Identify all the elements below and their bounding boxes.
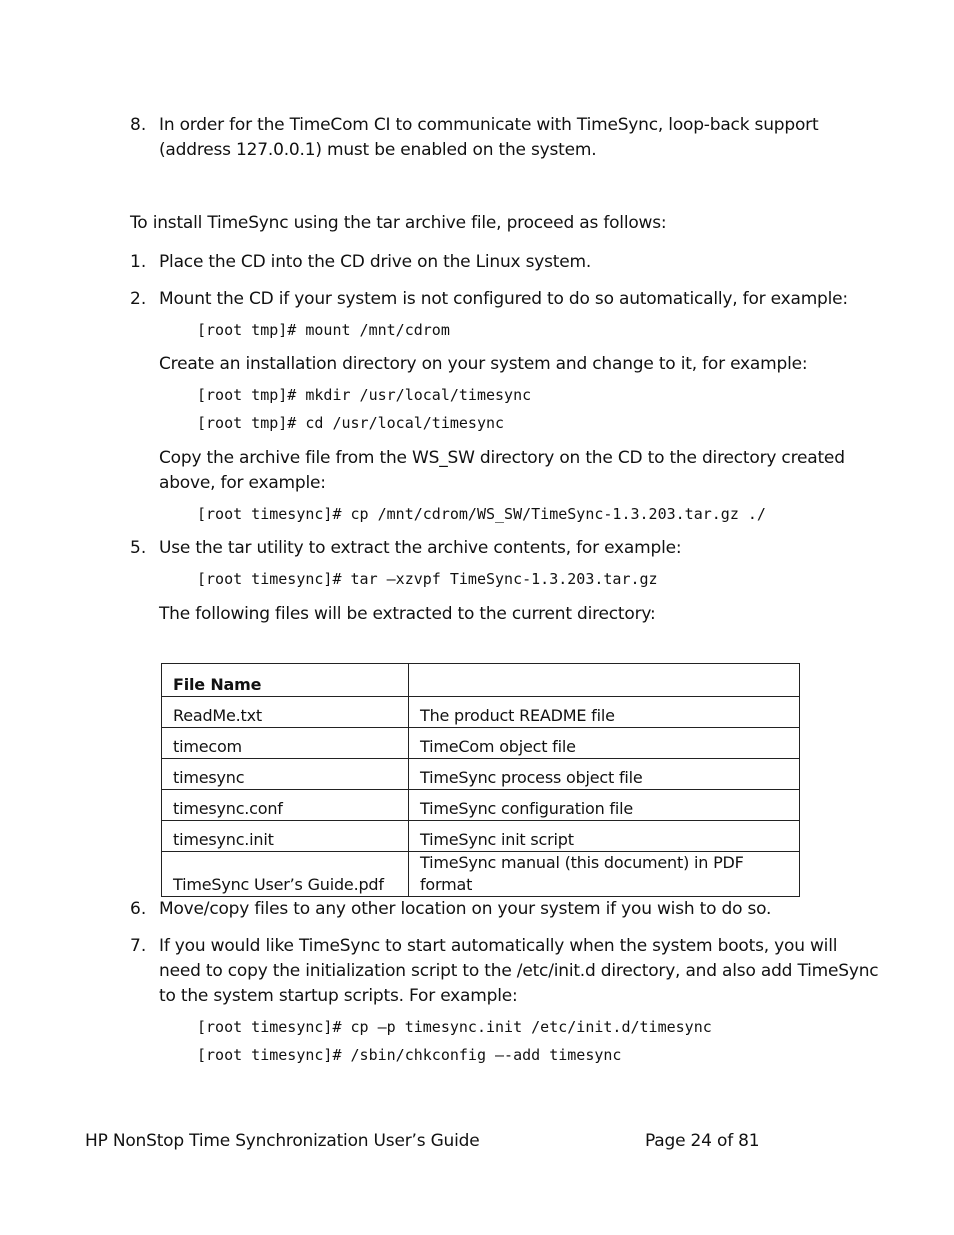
table-header-row (162, 664, 800, 697)
extracted-files-table (161, 663, 800, 897)
table-cell-file: ReadMe.txt (162, 697, 409, 728)
table-cell-file: timecom (162, 728, 409, 759)
table-cell-file: timesync.conf (162, 790, 409, 821)
table-row (162, 790, 800, 821)
step-5-number: 5. (130, 538, 147, 558)
footer-page-number: Page 24 of 81 (645, 1131, 760, 1151)
table-row (162, 759, 800, 790)
step-6-text: Move/copy files to any other location on your system if you wish to do so. (159, 899, 772, 919)
table-cell-description: TimeSync process object file (409, 759, 800, 790)
step-6-number: 6. (130, 899, 147, 919)
table-cell-file: timesync (162, 759, 409, 790)
table-cell-description: TimeSync init script (409, 821, 800, 852)
table-row (162, 852, 800, 897)
step-1-number: 1. (130, 252, 147, 272)
table-cell-file: timesync.init (162, 821, 409, 852)
step-1-text: Place the CD into the CD drive on the Linux system. (159, 252, 592, 272)
step-7-command-2: [root timesync]# /sbin/chkconfig –-add timesync (197, 1046, 622, 1064)
step-3-command-2: [root tmp]# cd /usr/local/timesync (197, 414, 505, 432)
step-8-text: In order for the TimeCom CI to communicate with TimeSync, loop-back support (address 127.0.0.1) must be enabled on the system. (159, 115, 819, 160)
footer-document-title: HP NonStop Time Synchronization User’s Guide (85, 1131, 480, 1151)
table-cell-file: TimeSync User’s Guide.pdf (162, 852, 409, 897)
table-row (162, 697, 800, 728)
table-header-description (409, 664, 800, 697)
step-4-text: Copy the archive file from the WS_SW directory on the CD to the directory created above, for example: (159, 448, 845, 493)
step-7-text: If you would like TimeSync to start automatically when the system boots, you will need to copy the initialization script to the /etc/init.d directory, and also add TimeSync to the system startup scripts. For example: (159, 936, 879, 1006)
step-2-number: 2. (130, 289, 147, 309)
step-8-number: 8. (130, 115, 147, 135)
intro-text: To install TimeSync using the tar archive file, proceed as follows: (130, 213, 667, 233)
step-2-command: [root tmp]# mount /mnt/cdrom (197, 321, 450, 339)
step-4-command: [root timesync]# cp /mnt/cdrom/WS_SW/TimeSync-1.3.203.tar.gz ./ (197, 505, 766, 523)
step-5-command: [root timesync]# tar –xzvpf TimeSync-1.3.203.tar.gz (197, 570, 658, 588)
table-row (162, 728, 800, 759)
step-7-number: 7. (130, 936, 147, 956)
table-cell-description: TimeSync manual (this document) in PDF format (409, 852, 800, 897)
step-3-text: Create an installation directory on your system and change to it, for example: (159, 354, 808, 374)
table-cell-description: The product README file (409, 697, 800, 728)
step-5-after-text: The following files will be extracted to the current directory: (159, 604, 656, 624)
step-5-text: Use the tar utility to extract the archive contents, for example: (159, 538, 682, 558)
table-header-file-name: File Name (162, 664, 409, 697)
step-2-text: Mount the CD if your system is not configured to do so automatically, for example: (159, 289, 848, 309)
step-7-command-1: [root timesync]# cp –p timesync.init /etc/init.d/timesync (197, 1018, 712, 1036)
step-3-command-1: [root tmp]# mkdir /usr/local/timesync (197, 386, 532, 404)
table-row (162, 821, 800, 852)
table-cell-description: TimeSync configuration file (409, 790, 800, 821)
table-cell-description: TimeCom object file (409, 728, 800, 759)
